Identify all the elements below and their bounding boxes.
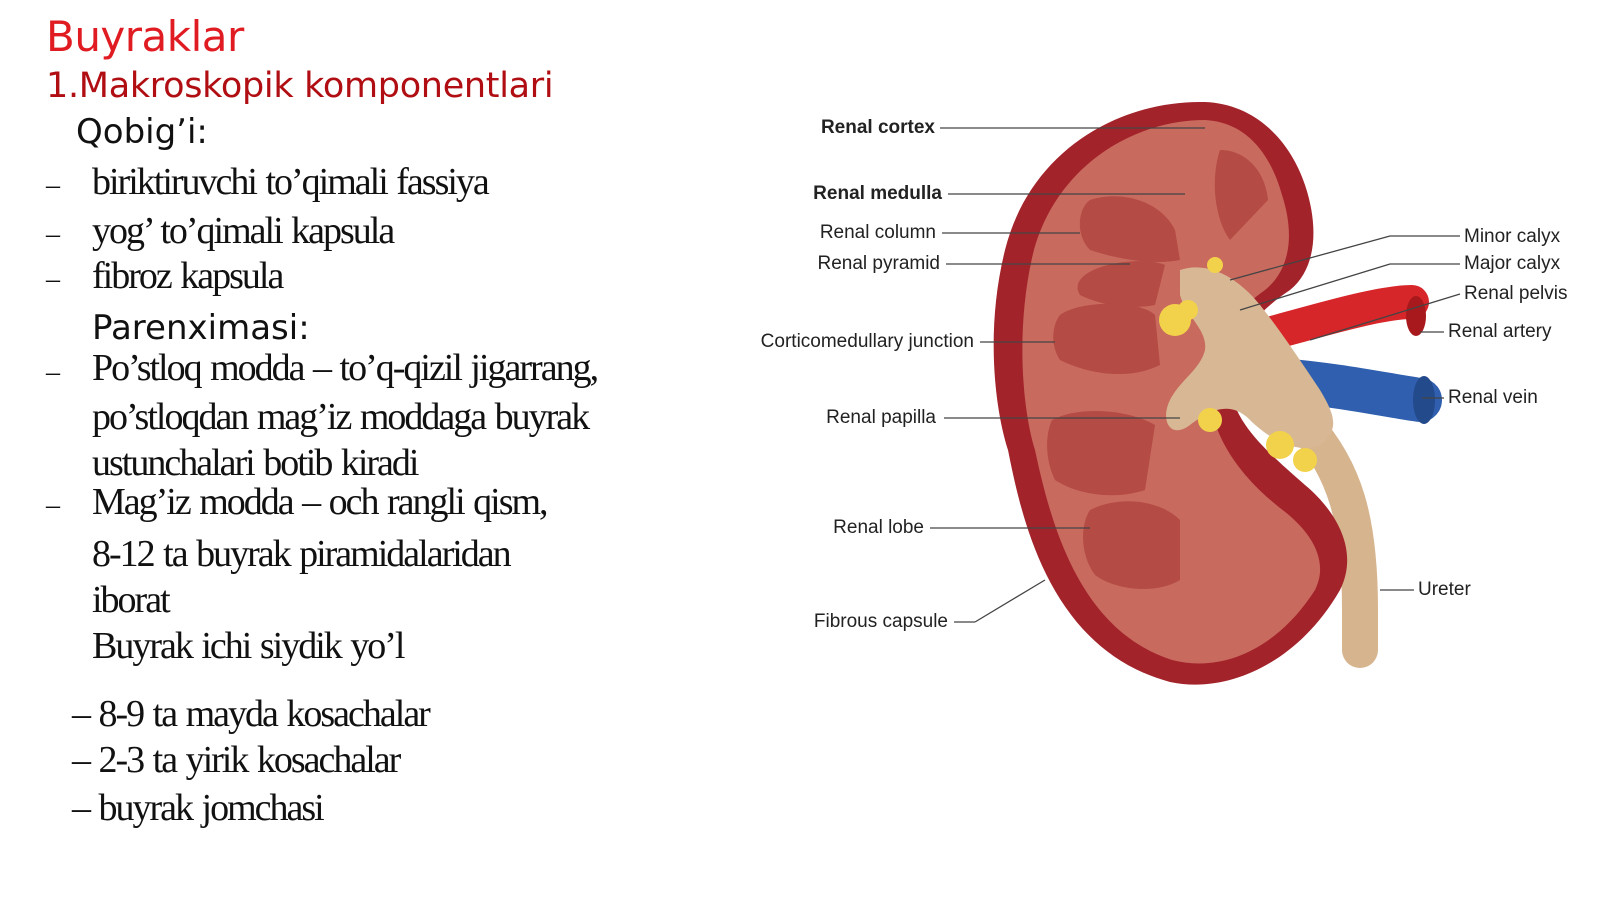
label-renal-column: Renal column [819,222,936,243]
list-item-line: Mag’iz modda – och rangli qism, [92,481,547,523]
list-item: biriktiruvchi to’qimali fassiya [92,161,488,203]
label-ureter: Ureter [1418,579,1471,600]
label-fibrous-capsule: Fibrous capsule [813,611,948,632]
sub-list-item: – 2-3 ta yirik kosachalar [72,739,400,781]
sub-list-item: – buyrak jomchasi [72,787,323,829]
slide-title: Buyraklar [46,12,244,61]
renal-fat [1178,300,1198,320]
renal-pyramid-shape [1047,411,1155,495]
label-renal-artery: Renal artery [1448,321,1552,342]
list-item-line: 8-12 ta buyrak piramidalaridan [92,533,510,575]
bullet-dash: – [46,170,60,201]
label-renal-lobe: Renal lobe [833,517,924,538]
renal-artery-shape [1265,302,1412,335]
renal-fat [1198,408,1222,432]
renal-artery-end [1406,296,1426,336]
list-item-line: po’stloqdan mag’iz moddaga buyrak [92,396,589,438]
label-renal-vein: Renal vein [1448,387,1538,408]
renal-fat [1293,448,1317,472]
list-item: yog’ to’qimali kapsula [92,210,394,252]
label-renal-medulla: Renal medulla [813,183,942,204]
kidney-diagram [760,90,1600,710]
section-heading-qobigi: Qobig’i: [76,112,208,152]
section-heading-parenximasi: Parenximasi: [92,308,310,348]
label-corticomedullary-junction: Corticomedullary junction [760,331,974,352]
slide-subtitle: 1.Makroskopik komponentlari [46,66,554,106]
list-item: fibroz kapsula [92,255,283,297]
renal-fat [1207,257,1223,273]
label-major-calyx: Major calyx [1464,253,1561,274]
list-item-line: Buyrak ichi siydik yo’l [92,625,404,667]
bullet-dash: – [46,357,60,388]
label-renal-pelvis: Renal pelvis [1464,283,1568,304]
renal-fat [1266,431,1294,459]
label-renal-cortex: Renal cortex [820,117,935,138]
bullet-dash: – [46,490,60,521]
list-item-line: Po’stloq modda – to’q-qizil jigarrang, [92,347,598,389]
sub-list-item: – 8-9 ta mayda kosachalar [72,693,429,735]
label-minor-calyx: Minor calyx [1464,226,1561,247]
list-item-line: ustunchalari botib kiradi [92,442,418,484]
bullet-dash: – [46,219,60,250]
renal-pyramid-shape [1053,304,1160,374]
renal-pyramid-shape [1083,501,1180,589]
label-renal-pyramid: Renal pyramid [817,253,940,274]
list-item-line: iborat [92,579,169,621]
label-renal-papilla: Renal papilla [826,407,936,428]
bullet-dash: – [46,264,60,295]
renal-vein-end [1413,376,1435,424]
